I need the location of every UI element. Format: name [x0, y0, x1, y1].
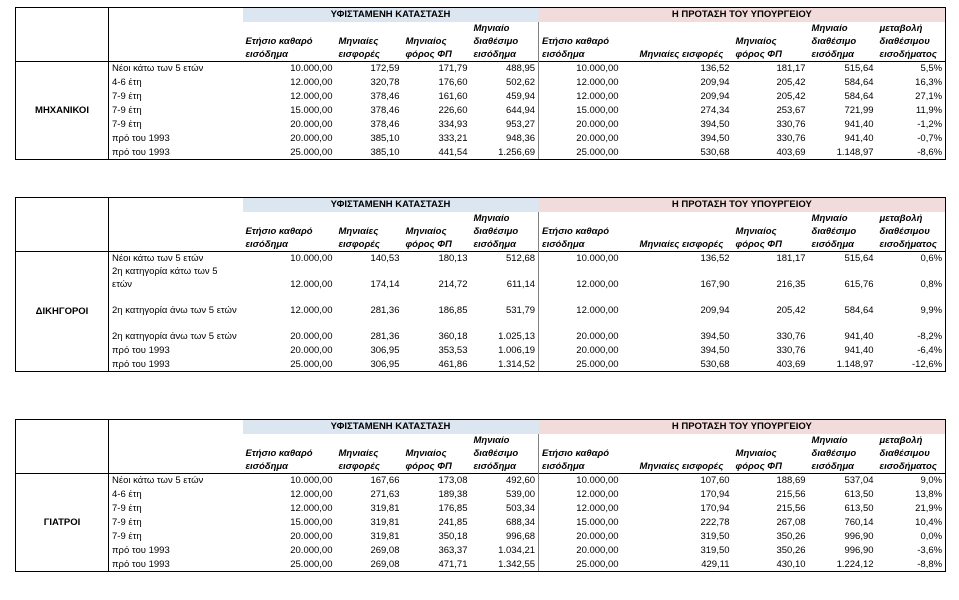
- cell-current-c4: 512,68: [471, 251, 539, 265]
- cell-current-c3: 186,85: [438, 305, 468, 316]
- col-monthly-tax: Μηνιαίος φόρος ΦΠ: [735, 225, 782, 250]
- cell-change: 0,8%: [877, 265, 946, 291]
- cell-current-c4: 1.314,52: [471, 357, 539, 371]
- cell-current-c1: 12.000,00: [290, 77, 333, 88]
- cell-proposal-p4: 613,50: [844, 489, 874, 500]
- cell-proposal-p4: 537,04: [809, 473, 877, 487]
- cell-current-c4: 492,60: [471, 473, 539, 487]
- cell-current-c4: 488,95: [471, 61, 539, 75]
- cell-current-c3: 214,72: [438, 279, 468, 290]
- cell-proposal-p3: 253,67: [776, 105, 806, 116]
- cell-current-c3: 333,21: [438, 133, 468, 144]
- cell-current-c1: 10.000,00: [243, 61, 336, 75]
- cell-current-c2: 319,81: [370, 503, 400, 514]
- row-label: 2η κατηγορία κάτω των 5 ετών: [109, 265, 243, 291]
- cell-current-c2: 269,08: [336, 557, 403, 571]
- cell-proposal-p3: 205,42: [776, 305, 806, 316]
- cell-proposal-p2: 209,94: [700, 77, 730, 88]
- cell-proposal-p1: 12.000,00: [539, 75, 637, 89]
- cell-proposal-p2: 136,52: [637, 251, 733, 265]
- table-row: [16, 529, 946, 543]
- col-monthly-tax: Μηνιαίος φόρος ΦΠ: [405, 447, 452, 472]
- cell-proposal-p4: 760,14: [844, 517, 874, 528]
- cell-current-c4: 953,27: [505, 119, 536, 130]
- table-row: [16, 557, 946, 571]
- cell-current-c3: 176,60: [438, 77, 468, 88]
- cell-proposal-p4: 1.148,97: [809, 145, 877, 159]
- cell-current-c1: 20.000,00: [290, 119, 333, 130]
- cell-proposal-p3: 330,76: [776, 345, 806, 356]
- cell-proposal-p3: 215,56: [776, 503, 806, 514]
- table-row: [16, 543, 946, 557]
- cell-proposal-p4: 584,64: [844, 77, 874, 88]
- row-label: πρό του 1993: [109, 543, 243, 557]
- cell-current-c1: 12.000,00: [290, 279, 333, 290]
- col-monthly-contrib: Μηνιαίες εισφορές: [338, 447, 380, 472]
- cell-proposal-p1: 12.000,00: [539, 487, 637, 501]
- row-label: 7-9 έτη: [109, 103, 243, 117]
- cell-current-c3: 360,18: [438, 331, 468, 342]
- cell-current-c2: 269,08: [370, 545, 400, 556]
- cell-current-c3: 241,85: [438, 517, 468, 528]
- cell-proposal-p4: 515,64: [809, 61, 877, 75]
- cell-proposal-p1: 15.000,00: [539, 103, 637, 117]
- cell-change: 10,4%: [877, 515, 946, 529]
- cell-current-c1: 20.000,00: [290, 331, 333, 342]
- cell-proposal-p2: 222,78: [700, 517, 730, 528]
- cell-proposal-p1: 20.000,00: [539, 317, 637, 343]
- cell-proposal-p2: 394,50: [700, 331, 730, 342]
- cell-change: -8,6%: [877, 145, 946, 159]
- col-monthly-disposable: Μηνιαίο διαθέσιμο εισόδημα: [473, 22, 519, 60]
- row-label: πρό του 1993: [109, 557, 243, 571]
- row-label: Νέοι κάτω των 5 ετών: [109, 251, 243, 265]
- group-label: ΔΙΚΗΓΟΡΟΙ: [16, 251, 109, 371]
- cell-change: 9,9%: [877, 291, 946, 317]
- cell-current-c1: 12.000,00: [290, 305, 333, 316]
- table-row: [16, 103, 946, 117]
- cell-change: 13,8%: [877, 487, 946, 501]
- group-label: ΜΗΧΑΝΙΚΟΙ: [16, 61, 109, 159]
- cell-change: 16,3%: [877, 75, 946, 89]
- header-proposal: Η ΠΡΟΤΑΣΗ ΤΟΥ ΥΠΟΥΡΓΕΙΟΥ: [539, 198, 946, 212]
- cell-current-c2: 378,46: [370, 119, 400, 130]
- cell-proposal-p1: 12.000,00: [539, 265, 637, 291]
- cell-current-c4: 1.256,69: [471, 145, 539, 159]
- header-proposal: Η ΠΡΟΤΑΣΗ ΤΟΥ ΥΠΟΥΡΓΕΙΟΥ: [539, 8, 946, 22]
- cell-proposal-p4: 584,64: [844, 91, 874, 102]
- cell-current-c1: 15.000,00: [290, 517, 333, 528]
- cell-current-c2: 385,10: [370, 133, 400, 144]
- cell-current-c3: 171,79: [403, 61, 471, 75]
- table-row: [16, 61, 946, 75]
- cell-change: 9,0%: [877, 473, 946, 487]
- cell-current-c2: 378,46: [370, 105, 400, 116]
- col-annual-income: Ετήσιο καθαρό εισόδημα: [245, 225, 313, 250]
- cell-proposal-p3: 181,17: [733, 61, 809, 75]
- cell-proposal-p1: 10.000,00: [539, 251, 637, 265]
- row-label: Νέοι κάτω των 5 ετών: [109, 61, 243, 75]
- cell-current-c4: 502,62: [505, 77, 536, 88]
- cell-current-c4: 996,68: [505, 531, 536, 542]
- cell-proposal-p2: 394,50: [700, 119, 730, 130]
- cell-proposal-p3: 350,26: [776, 545, 806, 556]
- cell-current-c1: 12.000,00: [290, 489, 333, 500]
- cell-current-c3: 363,37: [438, 545, 468, 556]
- cell-proposal-p1: 25.000,00: [539, 145, 637, 159]
- cell-proposal-p4: 941,40: [844, 331, 874, 342]
- cell-change: 21,9%: [877, 501, 946, 515]
- row-label: 2η κατηγορία άνω των 5 ετών: [109, 317, 243, 343]
- cell-current-c4: 459,94: [505, 91, 536, 102]
- row-label: πρό του 1993: [109, 343, 243, 357]
- col-monthly-contrib: Μηνιαίες εισφορές: [338, 225, 380, 250]
- cell-proposal-p3: 205,42: [776, 77, 806, 88]
- cell-proposal-p2: 107,60: [637, 473, 733, 487]
- cell-current-c1: 25.000,00: [243, 357, 336, 371]
- cell-change: -8,2%: [877, 317, 946, 343]
- cell-proposal-p2: 319,50: [700, 531, 730, 542]
- cell-proposal-p1: 15.000,00: [539, 515, 637, 529]
- cell-current-c2: 174,14: [370, 279, 400, 290]
- cell-change: -6,4%: [877, 343, 946, 357]
- cell-proposal-p4: 515,64: [809, 251, 877, 265]
- cell-current-c4: 503,34: [505, 503, 536, 514]
- cell-current-c4: 1.342,55: [471, 557, 539, 571]
- cell-proposal-p3: 215,56: [776, 489, 806, 500]
- cell-current-c3: 441,54: [403, 145, 471, 159]
- cell-proposal-p1: 25.000,00: [539, 557, 637, 571]
- cell-current-c2: 385,10: [336, 145, 403, 159]
- cell-proposal-p2: 319,50: [700, 545, 730, 556]
- row-label: 7-9 έτη: [109, 117, 243, 131]
- cell-proposal-p4: 941,40: [844, 119, 874, 130]
- cell-current-c4: 531,79: [505, 305, 536, 316]
- col-annual-income: Ετήσιο καθαρό εισόδημα: [539, 22, 637, 62]
- col-monthly-disposable: Μηνιαίο διαθέσιμο εισόδημα: [811, 212, 857, 250]
- cell-proposal-p4: 941,40: [844, 133, 874, 144]
- cell-current-c2: 319,81: [370, 517, 400, 528]
- col-change: μεταβολή διαθέσιμου εισοδήματος: [877, 434, 946, 474]
- table-row: [16, 75, 946, 89]
- cell-current-c2: 320,78: [370, 77, 400, 88]
- table-row: [16, 145, 946, 159]
- row-label: 7-9 έτη: [109, 529, 243, 543]
- cell-current-c4: 539,00: [505, 489, 536, 500]
- cell-current-c1: 12.000,00: [290, 91, 333, 102]
- row-label: 7-9 έτη: [109, 89, 243, 103]
- cell-proposal-p3: 330,76: [776, 331, 806, 342]
- cell-change: -12,6%: [877, 357, 946, 371]
- table-row: [16, 89, 946, 103]
- cell-proposal-p3: 403,69: [733, 145, 809, 159]
- cell-proposal-p3: 181,17: [733, 251, 809, 265]
- cell-current-c2: 172,59: [336, 61, 403, 75]
- cell-current-c3: 189,38: [438, 489, 468, 500]
- cell-proposal-p4: 996,90: [844, 531, 874, 542]
- cell-proposal-p3: 330,76: [776, 133, 806, 144]
- cell-proposal-p4: 613,50: [844, 503, 874, 514]
- cell-proposal-p2: 429,11: [637, 557, 733, 571]
- cell-proposal-p1: 25.000,00: [539, 357, 637, 371]
- cell-proposal-p3: 350,26: [776, 531, 806, 542]
- cell-proposal-p2: 530,68: [637, 357, 733, 371]
- table-row: [16, 501, 946, 515]
- col-monthly-tax: Μηνιαίος φόρος ΦΠ: [735, 35, 782, 60]
- cell-proposal-p4: 721,99: [844, 105, 874, 116]
- col-annual-income: Ετήσιο καθαρό εισόδημα: [539, 212, 637, 252]
- cell-current-c3: 173,08: [403, 473, 471, 487]
- cell-change: -1,2%: [877, 117, 946, 131]
- col-change: μεταβολή διαθέσιμου εισοδήματος: [877, 22, 946, 62]
- cell-current-c1: 10.000,00: [243, 473, 336, 487]
- cell-proposal-p4: 941,40: [844, 345, 874, 356]
- cell-proposal-p4: 584,64: [844, 305, 874, 316]
- cell-current-c3: 334,93: [438, 119, 468, 130]
- table-row: [16, 357, 946, 371]
- cell-current-c3: 176,85: [438, 503, 468, 514]
- col-monthly-tax: Μηνιαίος φόρος ΦΠ: [405, 225, 452, 250]
- cell-current-c2: 319,81: [370, 531, 400, 542]
- cell-current-c3: 471,71: [403, 557, 471, 571]
- cell-current-c1: 20.000,00: [290, 531, 333, 542]
- cell-proposal-p3: 430,10: [733, 557, 809, 571]
- cell-proposal-p1: 20.000,00: [539, 543, 637, 557]
- table-engineers: [15, 7, 945, 160]
- col-monthly-disposable: Μηνιαίο διαθέσιμο εισόδημα: [811, 434, 857, 472]
- cell-proposal-p3: 188,69: [733, 473, 809, 487]
- cell-proposal-p4: 1.148,97: [809, 357, 877, 371]
- cell-current-c2: 306,95: [336, 357, 403, 371]
- cell-change: -8,8%: [877, 557, 946, 571]
- cell-current-c4: 948,36: [505, 133, 536, 144]
- cell-change: 0,0%: [877, 529, 946, 543]
- cell-proposal-p2: 394,50: [700, 133, 730, 144]
- cell-change: 27,1%: [877, 89, 946, 103]
- cell-proposal-p2: 167,90: [700, 279, 730, 290]
- row-label: πρό του 1993: [109, 357, 243, 371]
- cell-current-c2: 167,66: [336, 473, 403, 487]
- col-annual-income: Ετήσιο καθαρό εισόδημα: [539, 434, 637, 474]
- cell-proposal-p2: 530,68: [637, 145, 733, 159]
- cell-current-c1: 20.000,00: [290, 545, 333, 556]
- table-row: [16, 515, 946, 529]
- col-monthly-contrib: Μηνιαίες εισφορές: [639, 48, 724, 60]
- cell-change: 11,9%: [877, 103, 946, 117]
- cell-proposal-p4: 1.224,12: [809, 557, 877, 571]
- cell-proposal-p3: 330,76: [776, 119, 806, 130]
- cell-proposal-p1: 20.000,00: [539, 343, 637, 357]
- col-annual-income: Ετήσιο καθαρό εισόδημα: [245, 35, 313, 60]
- cell-current-c3: 226,60: [438, 105, 468, 116]
- table-row: [16, 473, 946, 487]
- cell-proposal-p1: 10.000,00: [539, 61, 637, 75]
- header-proposal: Η ΠΡΟΤΑΣΗ ΤΟΥ ΥΠΟΥΡΓΕΙΟΥ: [539, 420, 946, 434]
- cell-current-c4: 1.006,19: [498, 345, 536, 356]
- cell-current-c2: 378,46: [370, 91, 400, 102]
- cell-current-c1: 25.000,00: [243, 145, 336, 159]
- col-monthly-disposable: Μηνιαίο διαθέσιμο εισόδημα: [473, 212, 519, 250]
- table-doctors: [15, 419, 945, 572]
- table-lawyers: [15, 197, 945, 372]
- cell-current-c4: 644,94: [505, 105, 536, 116]
- cell-current-c3: 161,60: [438, 91, 468, 102]
- cell-current-c2: 306,95: [370, 345, 400, 356]
- table-row: [16, 265, 946, 291]
- cell-current-c1: 12.000,00: [290, 503, 333, 514]
- cell-change: 5,5%: [877, 61, 946, 75]
- cell-current-c1: 15.000,00: [290, 105, 333, 116]
- col-monthly-contrib: Μηνιαίες εισφορές: [639, 460, 724, 472]
- cell-proposal-p2: 394,50: [700, 345, 730, 356]
- cell-current-c4: 611,14: [506, 279, 536, 290]
- row-label: 4-6 έτη: [109, 75, 243, 89]
- cell-current-c2: 271,63: [370, 489, 400, 500]
- cell-current-c3: 461,86: [403, 357, 471, 371]
- col-monthly-contrib: Μηνιαίες εισφορές: [639, 238, 724, 250]
- col-annual-income: Ετήσιο καθαρό εισόδημα: [245, 447, 313, 472]
- row-label: Νέοι κάτω των 5 ετών: [109, 473, 243, 487]
- group-label: ΓΙΑΤΡΟΙ: [16, 473, 109, 571]
- col-monthly-tax: Μηνιαίος φόρος ΦΠ: [735, 447, 782, 472]
- table-row: [16, 343, 946, 357]
- row-label: 4-6 έτη: [109, 487, 243, 501]
- cell-proposal-p1: 20.000,00: [539, 117, 637, 131]
- table-row: [16, 487, 946, 501]
- cell-proposal-p2: 209,94: [700, 305, 730, 316]
- cell-change: 0,6%: [877, 251, 946, 265]
- cell-proposal-p1: 10.000,00: [539, 473, 637, 487]
- col-monthly-disposable: Μηνιαίο διαθέσιμο εισόδημα: [473, 434, 519, 472]
- cell-proposal-p3: 403,69: [733, 357, 809, 371]
- cell-proposal-p1: 20.000,00: [539, 131, 637, 145]
- col-monthly-contrib: Μηνιαίες εισφορές: [338, 35, 380, 60]
- table-row: [16, 291, 946, 317]
- cell-proposal-p1: 12.000,00: [539, 291, 637, 317]
- income-table: [15, 419, 946, 572]
- cell-current-c4: 1.025,13: [498, 331, 536, 342]
- cell-change: -0,7%: [877, 131, 946, 145]
- cell-current-c1: 10.000,00: [243, 251, 336, 265]
- cell-proposal-p3: 205,42: [776, 91, 806, 102]
- cell-current-c2: 140,53: [336, 251, 403, 265]
- cell-current-c3: 350,18: [438, 531, 468, 542]
- table-row: [16, 117, 946, 131]
- row-label: πρό του 1993: [109, 131, 243, 145]
- cell-proposal-p1: 20.000,00: [539, 529, 637, 543]
- header-current: ΥΦΙΣΤΑΜΕΝΗ ΚΑΤΑΣΤΑΣΗ: [243, 420, 539, 434]
- cell-current-c4: 688,34: [505, 517, 536, 528]
- col-monthly-tax: Μηνιαίος φόρος ΦΠ: [405, 35, 452, 60]
- col-monthly-disposable: Μηνιαίο διαθέσιμο εισόδημα: [811, 22, 857, 60]
- cell-current-c3: 180,13: [403, 251, 471, 265]
- income-table: [15, 197, 946, 372]
- cell-change: -3,6%: [877, 543, 946, 557]
- cell-current-c1: 20.000,00: [290, 133, 333, 144]
- table-row: [16, 317, 946, 343]
- cell-proposal-p2: 170,94: [700, 489, 730, 500]
- header-current: ΥΦΙΣΤΑΜΕΝΗ ΚΑΤΑΣΤΑΣΗ: [243, 198, 539, 212]
- cell-proposal-p2: 136,52: [637, 61, 733, 75]
- cell-proposal-p4: 615,76: [844, 279, 874, 290]
- row-label: 7-9 έτη: [109, 515, 243, 529]
- row-label: 7-9 έτη: [109, 501, 243, 515]
- cell-current-c4: 1.034,21: [498, 545, 536, 556]
- cell-current-c1: 25.000,00: [243, 557, 336, 571]
- cell-proposal-p1: 12.000,00: [539, 501, 637, 515]
- cell-proposal-p2: 274,34: [700, 105, 730, 116]
- income-table: [15, 7, 946, 160]
- table-row: [16, 131, 946, 145]
- cell-proposal-p1: 12.000,00: [539, 89, 637, 103]
- cell-proposal-p2: 170,94: [700, 503, 730, 514]
- cell-proposal-p3: 216,35: [776, 279, 806, 290]
- cell-proposal-p3: 267,08: [776, 517, 806, 528]
- cell-proposal-p2: 209,94: [700, 91, 730, 102]
- row-label: 2η κατηγορία άνω των 5 ετών: [109, 291, 243, 317]
- table-row: [16, 251, 946, 265]
- col-change: μεταβολή διαθέσιμου εισοδήματος: [877, 212, 946, 252]
- cell-current-c3: 353,53: [438, 345, 468, 356]
- cell-current-c2: 281,36: [370, 305, 400, 316]
- cell-current-c2: 281,36: [370, 331, 400, 342]
- cell-proposal-p4: 996,90: [844, 545, 874, 556]
- row-label: πρό του 1993: [109, 145, 243, 159]
- header-current: ΥΦΙΣΤΑΜΕΝΗ ΚΑΤΑΣΤΑΣΗ: [243, 8, 539, 22]
- cell-current-c1: 20.000,00: [290, 345, 333, 356]
